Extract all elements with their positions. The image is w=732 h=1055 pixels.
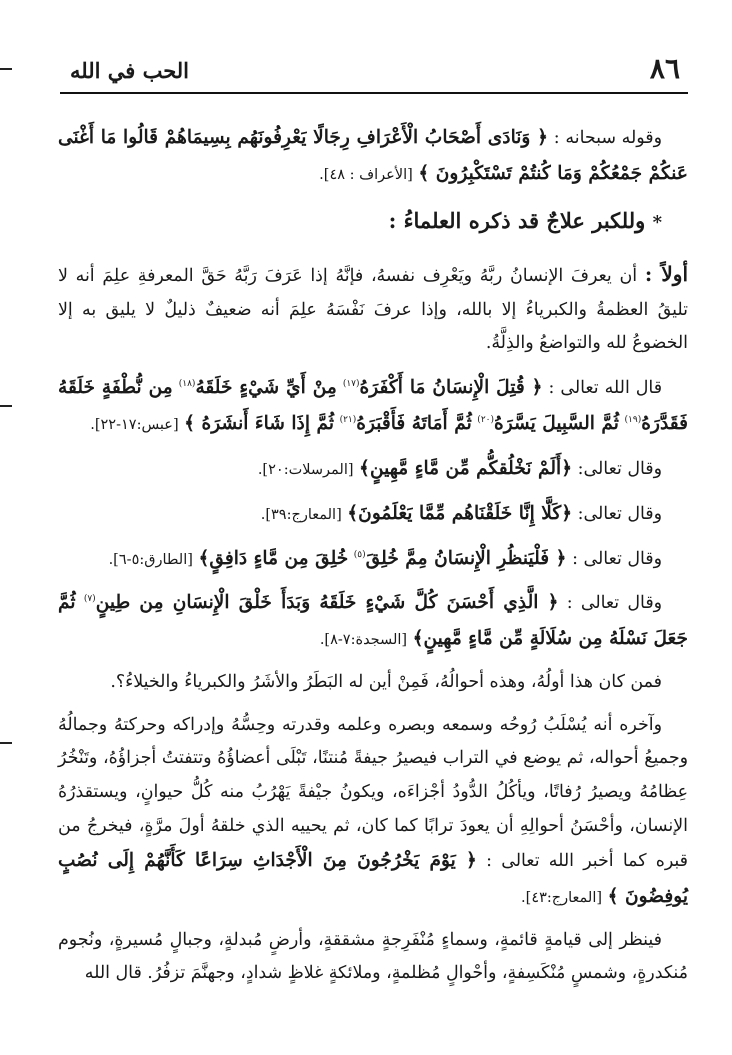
verse-reference: [السجدة:٧-٨]. — [319, 632, 408, 649]
verse-number: (١٩) — [624, 415, 642, 426]
intro-text: وقال تعالى : — [572, 548, 662, 569]
page-number: ٨٦ — [649, 52, 680, 85]
margin-mark — [0, 742, 12, 744]
page-header — [60, 50, 688, 94]
verse-number: (٥) — [353, 549, 366, 560]
paragraph — [58, 496, 688, 532]
paragraph — [58, 451, 688, 487]
intro-text: قال الله تعالى : — [548, 378, 663, 399]
paragraph-text: فمن كان هذا أولُهُ، وهذه أحوالُهُ، فَمِنْ أين له البَطَرُ والأشَرُ والكبرياءُ والخيلاءُ؟. — [110, 672, 662, 693]
paragraph-text: أن يعرفَ الإنسانُ ربَّهُ ويَعْرِف نفسهُ، فإنَّهُ إذا عَرَفَ رَبَّهُ حَقَّ المعرفةِ علِمَ أنه لا تليقُ العظمةُ والكبرياءُ إلا بالله، وإذا عرفَ نَفْسَهُ علِمَ أنه ضعيفٌ ذليلٌ لا يليق به إلا الخضوعُ لله والتواضعُ والذِلَّةُ. — [58, 266, 688, 354]
quran-verse: ﴿كَلَّا إِنَّا خَلَقْنَاهُم مِّمَّا يَعْلَمُونَ﴾ — [347, 502, 573, 524]
verse-reference: [عبس:١٧-٢٢]. — [90, 416, 179, 433]
intro-text: وقال تعالى: — [577, 503, 662, 524]
intro-text: وقال تعالى: — [577, 458, 662, 479]
paragraph — [58, 120, 688, 192]
verse-reference: [المعارج:٤٣]. — [521, 890, 603, 907]
verse-number: (١٨) — [178, 379, 196, 390]
quran-verse: خُلِقَ مِن مَّاءٍ دَافِقٍ﴾ — [198, 547, 349, 569]
point-label: أولاً : — [644, 262, 689, 287]
margin-mark — [0, 405, 12, 407]
paragraph — [58, 255, 688, 361]
section-title: وللكبر علاجٌ قد ذكره العلماءُ : — [388, 207, 646, 233]
paragraph — [58, 709, 688, 915]
paragraph — [58, 924, 688, 991]
quran-verse: ﴿أَلَمْ نَخْلُقكُّم مِّن مَّاءٍ مَّهِينٍ﴾ — [359, 457, 573, 479]
paragraph — [58, 585, 688, 657]
paragraph-text: فينظر إلى قيامةٍ قائمةٍ، وسماءٍ مُنْفَرِجةٍ مشققةٍ، وأرضٍ مُبدلةٍ، وجبالٍ مُسيرةٍ، ونُجوم مُنكدرةٍ، وشمسٍ مُنْكَسِفةٍ، وأحْوالٍ مُظلمةٍ، وملائكةٍ غلاظٍ شدادٍ، وجهنَّمَ تزفُرُ. قال الله — [58, 929, 688, 984]
verse-reference: [المعارج:٣٩]. — [260, 506, 342, 523]
quran-verse: ﴿ يَوْمَ يَخْرُجُونَ مِنَ الْأَجْدَاثِ سِرَاعًا كَأَنَّهُمْ إِلَى نُصُبٍ يُوفِضُونَ ﴾ — [58, 850, 688, 908]
star-icon: * — [652, 211, 662, 233]
margin-mark — [0, 68, 12, 70]
quran-verse: ﴿ الَّذِي أَحْسَنَ كُلَّ شَيْءٍ خَلَقَهُ وَبَدَأَ خَلْقَ الْإِنسَانِ مِن طِينٍ — [95, 592, 559, 614]
verse-reference: [الأعراف : ٤٨]. — [319, 166, 413, 183]
quran-verse: ثُمَّ أَمَاتَهُ فَأَقْبَرَهُ — [356, 412, 472, 434]
paragraph — [58, 541, 688, 577]
quran-verse: مِنْ أَيِّ شَيْءٍ خَلَقَهُ — [195, 377, 337, 399]
paragraph-text: وآخره أنه يُسْلَبُ رُوحُه وسمعه وبصره وعلمه وقدرته وحِسُّهُ وإدراكه وحركتهُ وجمالُهُ وجميعُ أحواله، ثم يوضع في التراب فيصيرُ جيفةً مُنتنًا، تَبْلَى أعضاؤُهُ وتتفتتُ أجزاؤُهُ، وتَنْخُرُ عِظامُهُ ويصيرُ رُفاتًا، ويأكُلُ الدُّودُ أجْزاءَه، ويكونُ جيْفةً يَهْرُبُ منه كُلُّ حيوانٍ، ويستقذرُهُ الإنسان، وأحْسَنُ أحوالِهِ أن يعودَ ترابًا كما كان، ثم يحييه الذي خلقهُ أولَ مرَّةٍ، فيخرجُ من قبره كما أخبر الله تعالى : — [58, 714, 688, 872]
quran-verse: ﴿ فَلْيَنظُرِ الْإِنسَانُ مِمَّ خُلِقَ — [365, 547, 567, 569]
verse-number: (٧) — [83, 594, 96, 605]
verse-reference: [الطارق:٥-٦]. — [108, 551, 193, 568]
verse-number: (٢١) — [339, 415, 357, 426]
paragraph — [58, 666, 688, 700]
verse-reference: [المرسلات:٢٠]. — [257, 461, 354, 478]
verse-number: (١٧) — [342, 379, 360, 390]
quran-verse: ثُمَّ السَّبِيلَ يَسَّرَهُ — [494, 412, 619, 434]
intro-text: وقوله سبحانه : — [553, 128, 663, 148]
quran-verse: مِن نُّطْفَةٍ خَلَقَهُ فَقَدَّرَهُ — [58, 377, 688, 434]
quran-verse: ثُمَّ جَعَلَ نَسْلَهُ مِن سُلَالَةٍ مِّن مَّاءٍ مَّهِينٍ﴾ — [58, 592, 688, 650]
quran-verse: ﴿ قُتِلَ الْإِنسَانُ مَا أَكْفَرَهُ — [359, 377, 543, 399]
page-body — [58, 120, 688, 1043]
section-heading — [58, 201, 688, 242]
running-title: الحب في الله — [70, 58, 190, 83]
paragraph — [58, 370, 688, 442]
quran-verse: ﴿ وَنَادَى أَصْحَابُ الْأَعْرَافِ رِجَالًا يَعْرِفُونَهُم بِسِيمَاهُمْ قَالُوا مَا أَغْنَى عَنكُمْ جَمْعُكُمْ وَمَا كُنتُمْ تَسْتَكْبِرُونَ ﴾ — [58, 127, 688, 184]
intro-text: وقال تعالى : — [566, 593, 663, 614]
quran-verse: ثُمَّ إِذَا شَاءَ أَنشَرَهُ ﴾ — [184, 412, 335, 434]
verse-number: (٢٠) — [477, 415, 494, 426]
